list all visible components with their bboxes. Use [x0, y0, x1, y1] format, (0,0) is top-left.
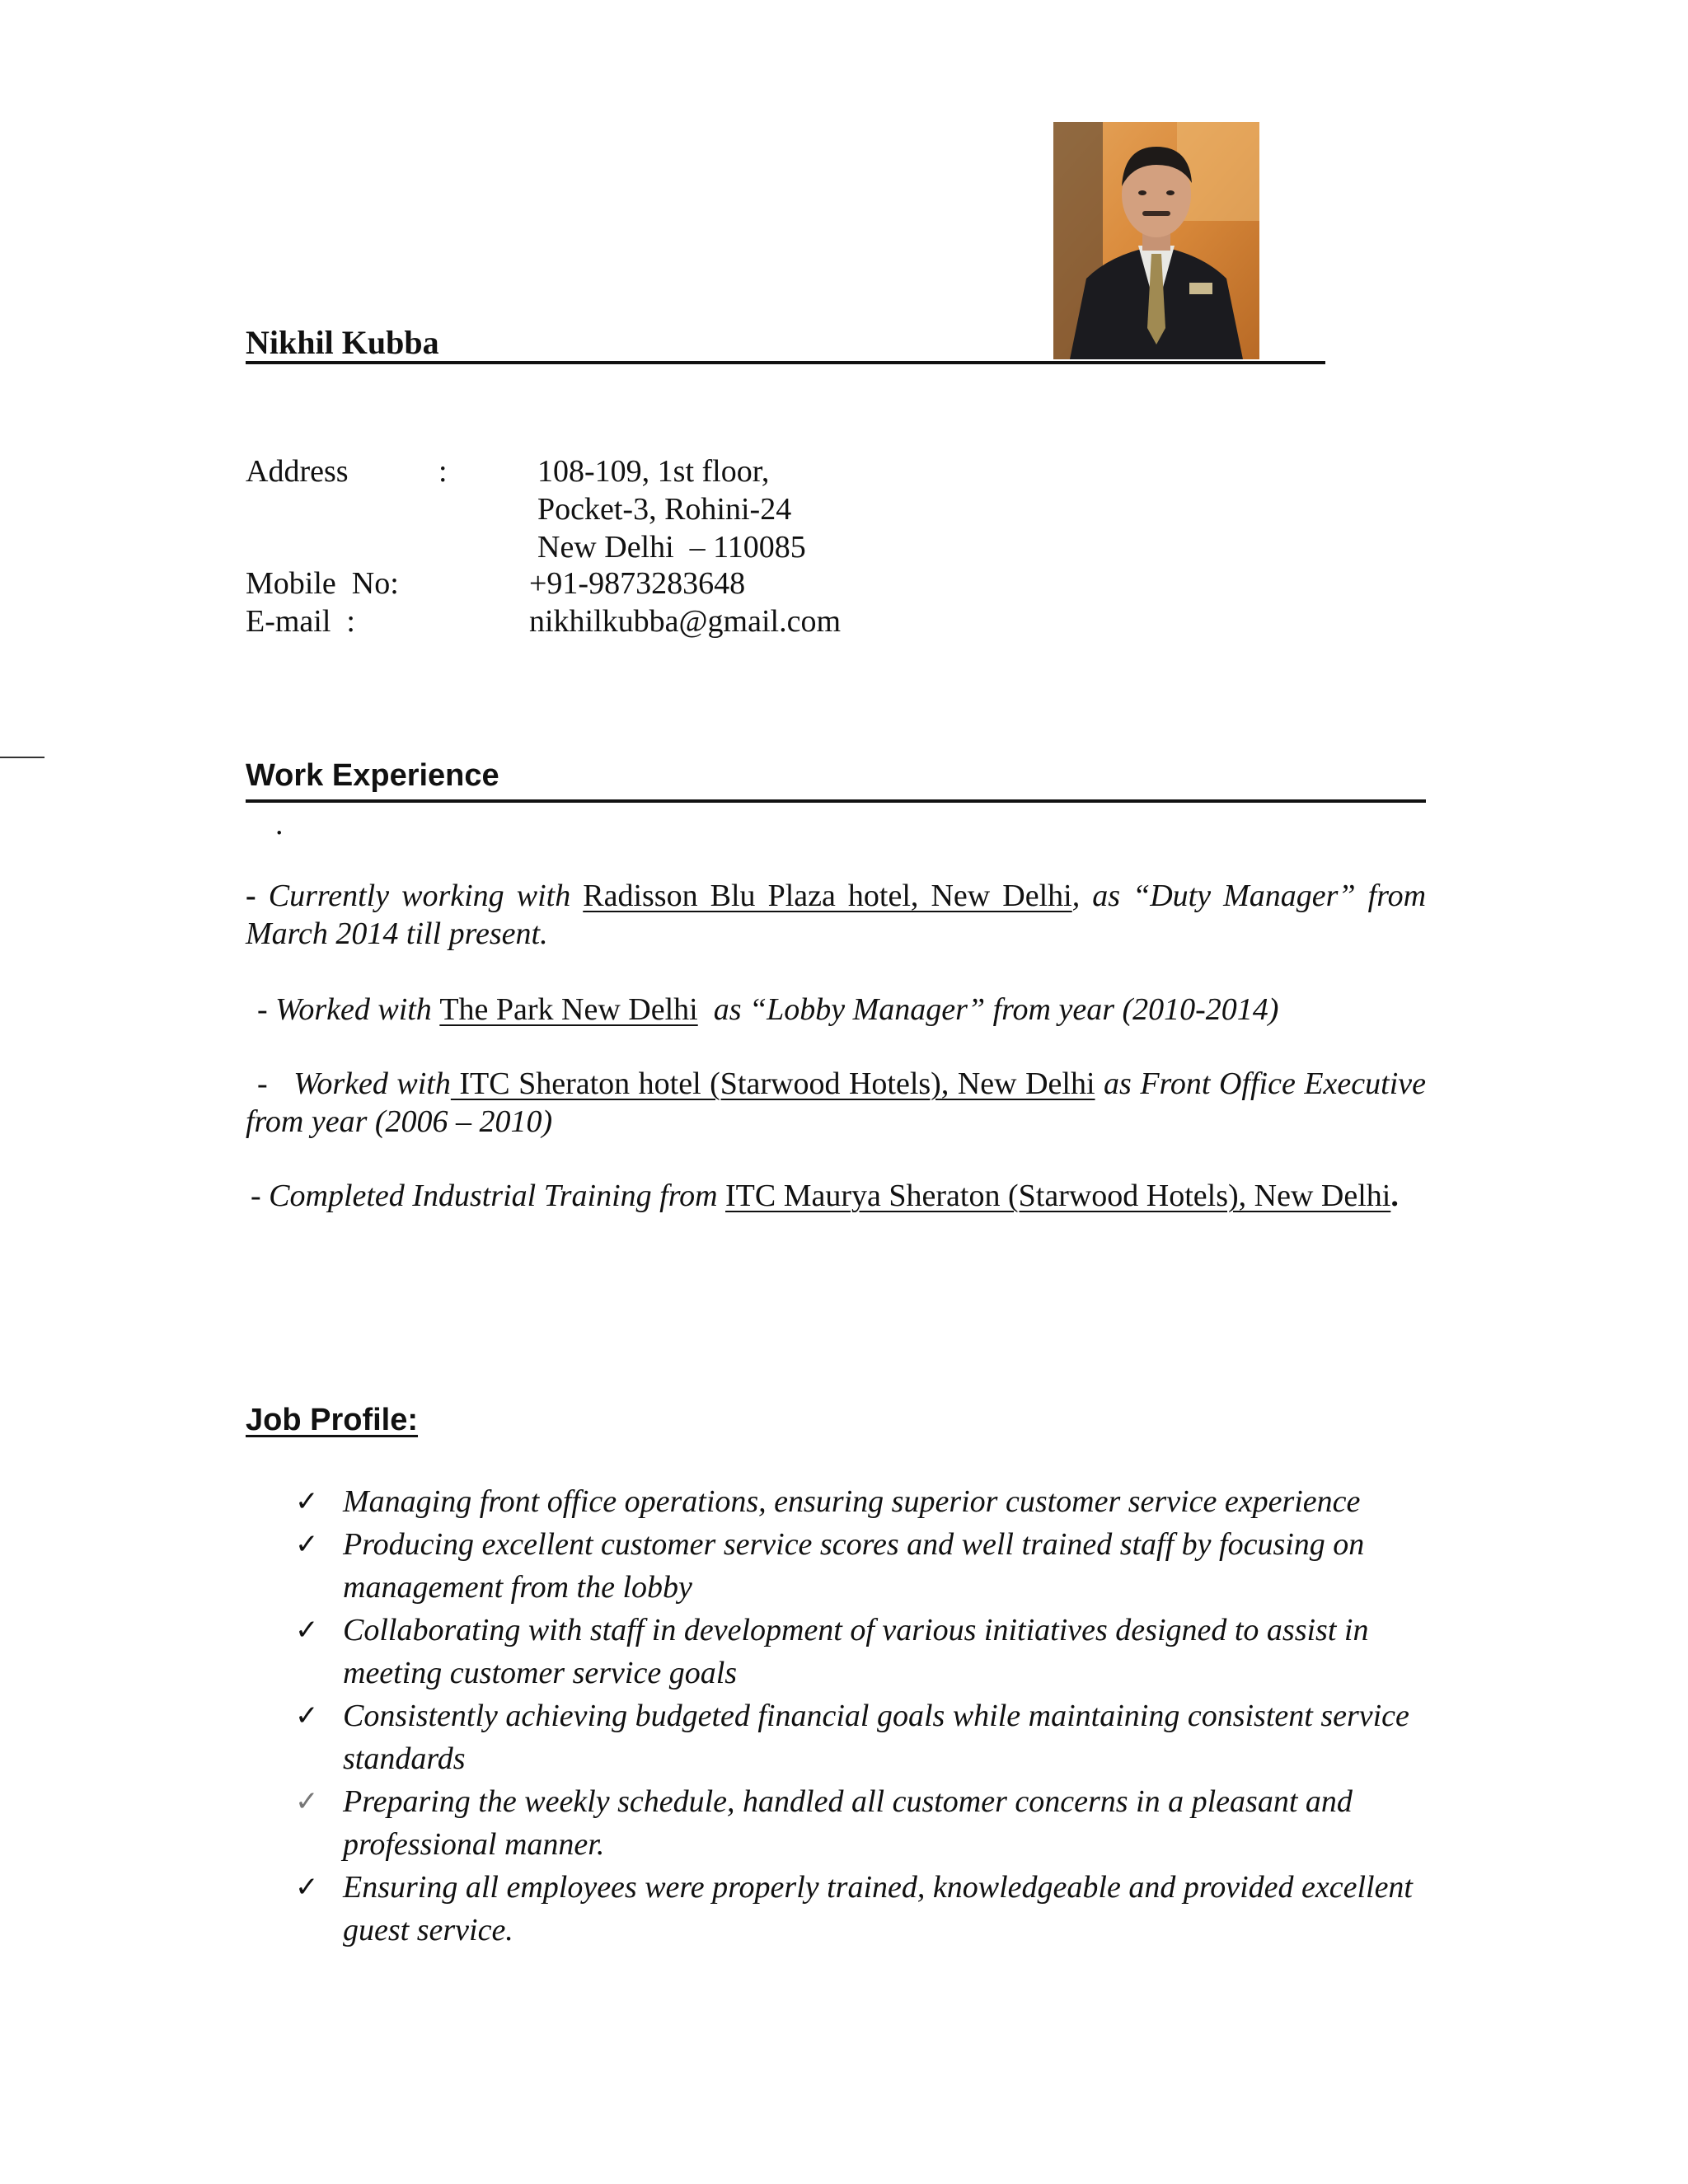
job-profile-item: [295, 1480, 1426, 1523]
experience-item-1: [246, 877, 1426, 953]
experience-organization: Radisson Blu Plaza hotel, New Delhi: [583, 879, 1072, 913]
experience-text-post: as “Lobby Manager” from year (2010-2014): [697, 992, 1279, 1027]
margin-mark: [0, 757, 45, 758]
address-label: Address: [246, 454, 349, 489]
experience-organization: The Park New Delhi: [439, 992, 698, 1027]
job-profile-title: Job Profile:: [246, 1403, 419, 1437]
experience-text-pre: Completed Industrial Training from: [269, 1179, 726, 1213]
job-profile-item: [295, 1780, 1426, 1866]
experience-text-pre: Worked with: [293, 1066, 451, 1101]
check-icon: ✓: [295, 1699, 319, 1732]
email-value: nikhilkubba@gmail.com: [529, 604, 841, 639]
job-profile-item: [295, 1694, 1426, 1780]
job-profile-text: Producing excellent customer service scores and well trained staff by focusing on management from the lobby: [343, 1527, 1365, 1605]
profile-photo: [1053, 122, 1259, 359]
experience-dash: -: [251, 1179, 270, 1213]
experience-text-pre: Worked with: [275, 992, 440, 1027]
experience-dash: -: [246, 879, 269, 913]
experience-text-pre: Currently working with: [268, 879, 584, 913]
candidate-name: Nikhil Kubba: [246, 324, 439, 361]
name-underline-rule: [246, 361, 1325, 364]
job-profile-item: [295, 1609, 1426, 1694]
experience-dash: -: [257, 992, 276, 1027]
job-profile-text: Preparing the weekly schedule, handled all customer concerns in a pleasant and professional manner.: [343, 1784, 1353, 1862]
address-colon: :: [438, 454, 448, 489]
experience-text-post: as Front Office Executive from year (2006 – 2010): [246, 1066, 1427, 1139]
email-label: E-mail :: [246, 604, 355, 639]
job-profile-text: Managing front office operations, ensuring superior customer service experience: [343, 1484, 1361, 1519]
stray-dot: .: [275, 807, 284, 841]
mobile-value: +91-9873283648: [529, 566, 746, 601]
check-icon: ✓: [295, 1528, 319, 1561]
address-line-3: New Delhi – 110085: [537, 530, 806, 565]
work-experience-title: Work Experience: [246, 758, 499, 793]
experience-text-post: , as “Duty Manager” from March 2014 till present.: [246, 879, 1427, 951]
experience-item-3: [246, 1065, 1426, 1141]
check-icon: ✓: [295, 1785, 319, 1818]
check-icon: ✓: [295, 1871, 319, 1904]
work-experience-rule: [246, 799, 1426, 803]
job-profile-item: [295, 1866, 1426, 1952]
address-line-2: Pocket-3, Rohini-24: [537, 492, 792, 527]
experience-organization: ITC Sheraton hotel (Starwood Hotels), New Delhi: [450, 1066, 1095, 1101]
experience-item-4: [246, 1177, 1426, 1215]
address-line-1: 108-109, 1st floor,: [537, 454, 770, 489]
job-profile-text: Collaborating with staff in development of various initiatives designed to assist in meeting customer service goals: [343, 1613, 1369, 1690]
check-icon: ✓: [295, 1614, 319, 1647]
experience-organization: ITC Maurya Sheraton (Starwood Hotels), New Delhi: [725, 1179, 1391, 1213]
job-profile-item: [295, 1523, 1426, 1609]
experience-text-post: .: [1390, 1179, 1399, 1213]
job-profile-text: Ensuring all employees were properly trained, knowledgeable and provided excellent guest service.: [343, 1870, 1413, 1947]
check-icon: ✓: [295, 1485, 319, 1518]
experience-item-2: [257, 991, 1426, 1029]
mobile-label: Mobile No:: [246, 566, 399, 601]
job-profile-text: Consistently achieving budgeted financial goals while maintaining consistent service standards: [343, 1699, 1409, 1776]
job-profile-list: [295, 1480, 1426, 1952]
experience-dash: -: [257, 1066, 294, 1101]
